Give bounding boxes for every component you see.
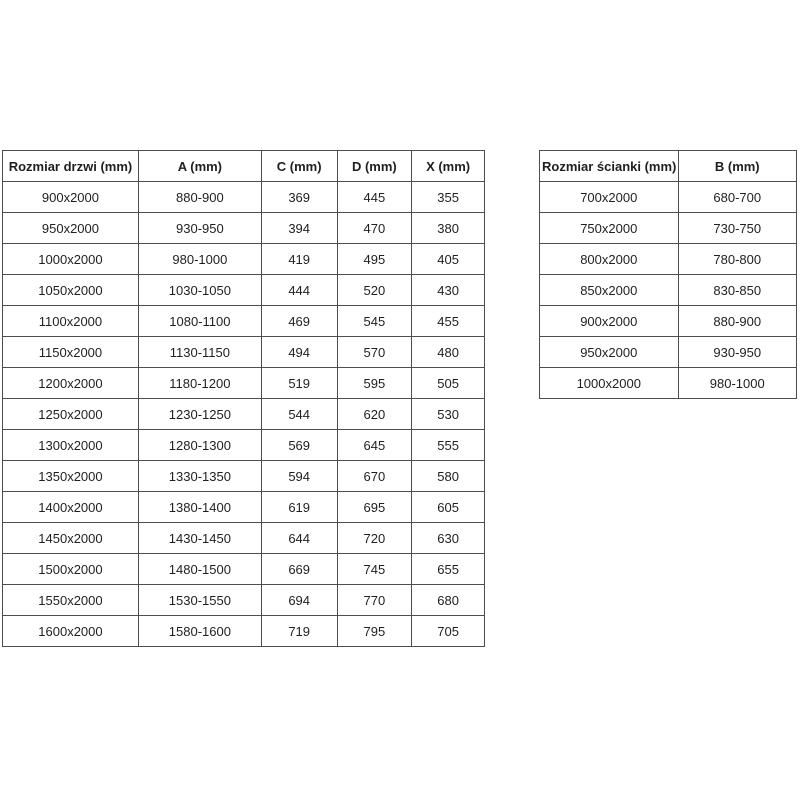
table-cell: 950x2000 [540,337,679,368]
table-cell: 644 [261,523,337,554]
table-cell: 719 [261,616,337,647]
table-cell: 880-900 [138,182,261,213]
column-header: D (mm) [337,151,412,182]
table-row [3,306,485,337]
table-cell: 494 [261,337,337,368]
table-row [3,523,485,554]
table-cell: 580 [412,461,485,492]
table-cell: 1530-1550 [138,585,261,616]
table-cell: 1600x2000 [3,616,139,647]
table-cell: 1550x2000 [3,585,139,616]
table-row [540,368,797,399]
table-cell: 680 [412,585,485,616]
table-cell: 355 [412,182,485,213]
column-header: C (mm) [261,151,337,182]
table-cell: 595 [337,368,412,399]
table-cell: 1180-1200 [138,368,261,399]
table-cell: 1300x2000 [3,430,139,461]
table-cell: 544 [261,399,337,430]
table-row [3,461,485,492]
table-cell: 1280-1300 [138,430,261,461]
table-row [3,337,485,368]
table-cell: 480 [412,337,485,368]
table-cell: 930-950 [678,337,796,368]
table-cell: 569 [261,430,337,461]
table-cell: 520 [337,275,412,306]
table-cell: 445 [337,182,412,213]
table-cell: 505 [412,368,485,399]
table-cell: 980-1000 [138,244,261,275]
table-cell: 555 [412,430,485,461]
table-row [3,244,485,275]
table-cell: 795 [337,616,412,647]
table-cell: 594 [261,461,337,492]
table-cell: 1130-1150 [138,337,261,368]
table-cell: 900x2000 [540,306,679,337]
table-row [3,182,485,213]
table-row [3,399,485,430]
table-cell: 930-950 [138,213,261,244]
column-header: Rozmiar drzwi (mm) [3,151,139,182]
table-cell: 950x2000 [3,213,139,244]
table-row [3,554,485,585]
table-row [3,492,485,523]
column-header: Rozmiar ścianki (mm) [540,151,679,182]
wall-dimensions-table [539,150,797,399]
table-cell: 1030-1050 [138,275,261,306]
table-cell: 1480-1500 [138,554,261,585]
table-cell: 695 [337,492,412,523]
table-cell: 670 [337,461,412,492]
table-cell: 1230-1250 [138,399,261,430]
table-cell: 469 [261,306,337,337]
table-cell: 1080-1100 [138,306,261,337]
table-cell: 705 [412,616,485,647]
table-cell: 430 [412,275,485,306]
table-cell: 720 [337,523,412,554]
table-cell: 380 [412,213,485,244]
table-cell: 850x2000 [540,275,679,306]
table-cell: 770 [337,585,412,616]
table-cell: 645 [337,430,412,461]
table-row [540,244,797,275]
table-cell: 1430-1450 [138,523,261,554]
table-cell: 1100x2000 [3,306,139,337]
table-row [3,368,485,399]
table-cell: 1330-1350 [138,461,261,492]
table-cell: 669 [261,554,337,585]
table-cell: 655 [412,554,485,585]
table-cell: 455 [412,306,485,337]
table-row [3,275,485,306]
table-cell: 750x2000 [540,213,679,244]
table-cell: 900x2000 [3,182,139,213]
table-cell: 1150x2000 [3,337,139,368]
table-cell: 619 [261,492,337,523]
table-cell: 570 [337,337,412,368]
column-header: X (mm) [412,151,485,182]
table-cell: 444 [261,275,337,306]
table-cell: 405 [412,244,485,275]
table-cell: 1250x2000 [3,399,139,430]
table-cell: 1000x2000 [3,244,139,275]
table-cell: 1580-1600 [138,616,261,647]
table-row [540,275,797,306]
header-row [3,151,485,182]
table-cell: 620 [337,399,412,430]
table-cell: 730-750 [678,213,796,244]
column-header: B (mm) [678,151,796,182]
table-cell: 700x2000 [540,182,679,213]
table-cell: 1450x2000 [3,523,139,554]
table-row [3,616,485,647]
table-row [3,213,485,244]
table-cell: 1500x2000 [3,554,139,585]
table-cell: 470 [337,213,412,244]
table-cell: 519 [261,368,337,399]
table-cell: 694 [261,585,337,616]
table-cell: 745 [337,554,412,585]
table-cell: 880-900 [678,306,796,337]
table-cell: 800x2000 [540,244,679,275]
header-row [540,151,797,182]
table-cell: 419 [261,244,337,275]
table-cell: 980-1000 [678,368,796,399]
table-row [540,337,797,368]
table-cell: 680-700 [678,182,796,213]
table-row [540,182,797,213]
table-cell: 1350x2000 [3,461,139,492]
table-cell: 1050x2000 [3,275,139,306]
table-cell: 1380-1400 [138,492,261,523]
table-cell: 394 [261,213,337,244]
table-row [540,306,797,337]
column-header: A (mm) [138,151,261,182]
table-cell: 1400x2000 [3,492,139,523]
table-row [540,213,797,244]
door-dimensions-table [2,150,485,647]
table-cell: 1200x2000 [3,368,139,399]
table-row [3,585,485,616]
table-cell: 545 [337,306,412,337]
table-cell: 830-850 [678,275,796,306]
table-cell: 369 [261,182,337,213]
table-cell: 1000x2000 [540,368,679,399]
table-cell: 530 [412,399,485,430]
table-cell: 630 [412,523,485,554]
table-cell: 495 [337,244,412,275]
table-cell: 780-800 [678,244,796,275]
table-cell: 605 [412,492,485,523]
table-row [3,430,485,461]
